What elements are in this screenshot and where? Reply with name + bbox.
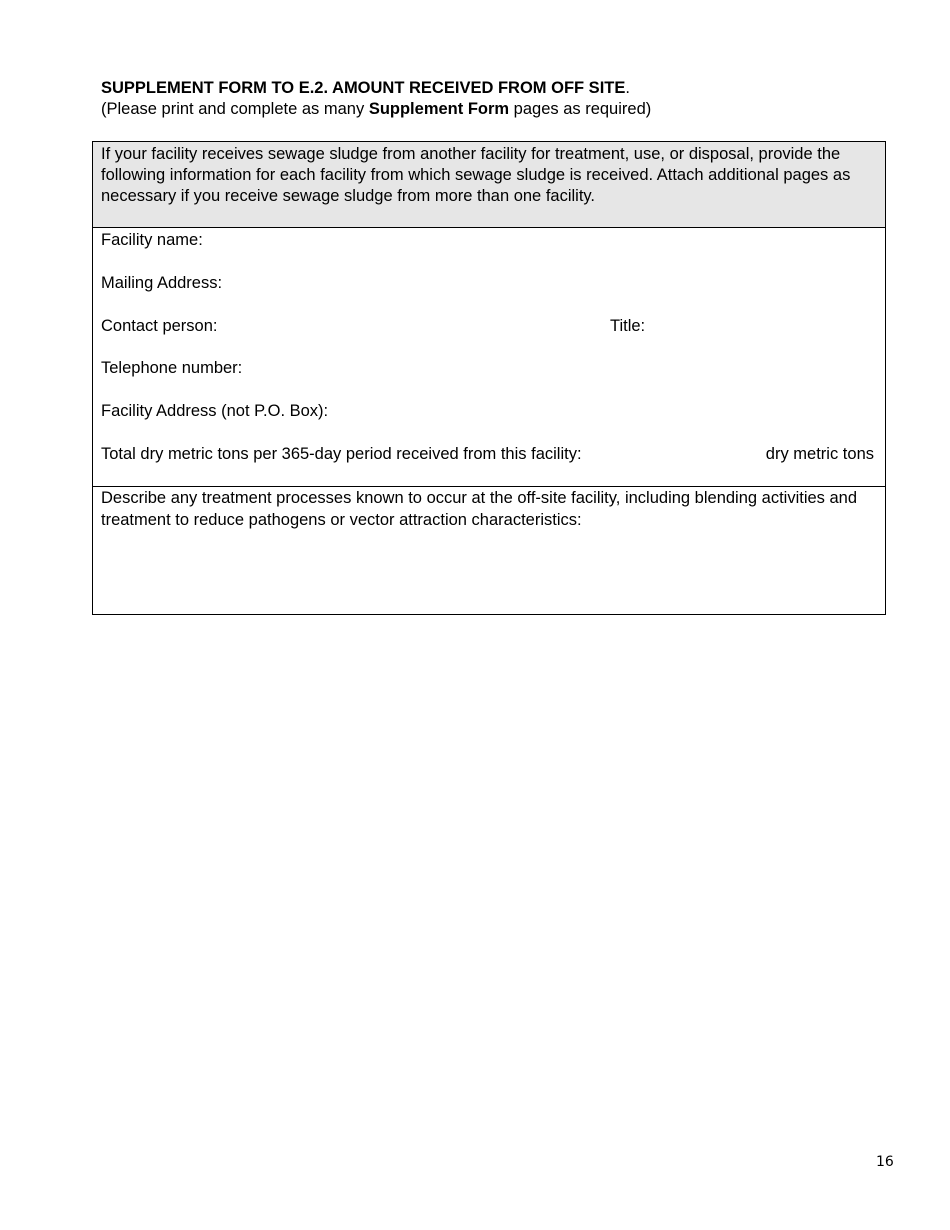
page-number: 16 (876, 1154, 894, 1170)
form-heading (101, 78, 651, 120)
form-title-text: SUPPLEMENT FORM TO E.2. AMOUNT RECEIVED FROM OFF SITE (101, 79, 626, 97)
form-title-suffix: . (625, 79, 630, 97)
total-dry-metric-tons-label: Total dry metric tons per 365-day period received from this facility: (101, 445, 582, 463)
subtitle-bold: Supplement Form (368, 100, 510, 118)
treatment-description-section: Describe any treatment processes known to occur at the off-site facility, including blending activities and treatment to reduce pathogens or vector attraction characteristics: (101, 489, 858, 529)
supplement-form-table (92, 141, 886, 615)
form-subtitle (101, 99, 651, 120)
facility-name-label: Facility name: (101, 231, 203, 249)
intro-instructions: If your facility receives sewage sludge from another facility for treatment, use, or disposal, provide the following information for each facility from which sewage sludge is received. Attach additional pages as necessary if you receive sewage sludge from more than one facility. (93, 142, 885, 228)
title-label: Title: (610, 317, 646, 335)
mailing-address-label: Mailing Address: (101, 274, 223, 292)
facility-address-label: Facility Address (not P.O. Box): (101, 402, 329, 420)
form-title (101, 78, 651, 99)
facility-info-section (93, 228, 885, 487)
telephone-number-label: Telephone number: (101, 359, 243, 377)
subtitle-prefix: (Please print and complete as many (101, 100, 369, 118)
dry-metric-tons-units: dry metric tons (765, 445, 874, 463)
subtitle-suffix: pages as required) (509, 100, 652, 118)
contact-person-label: Contact person: (101, 317, 218, 335)
